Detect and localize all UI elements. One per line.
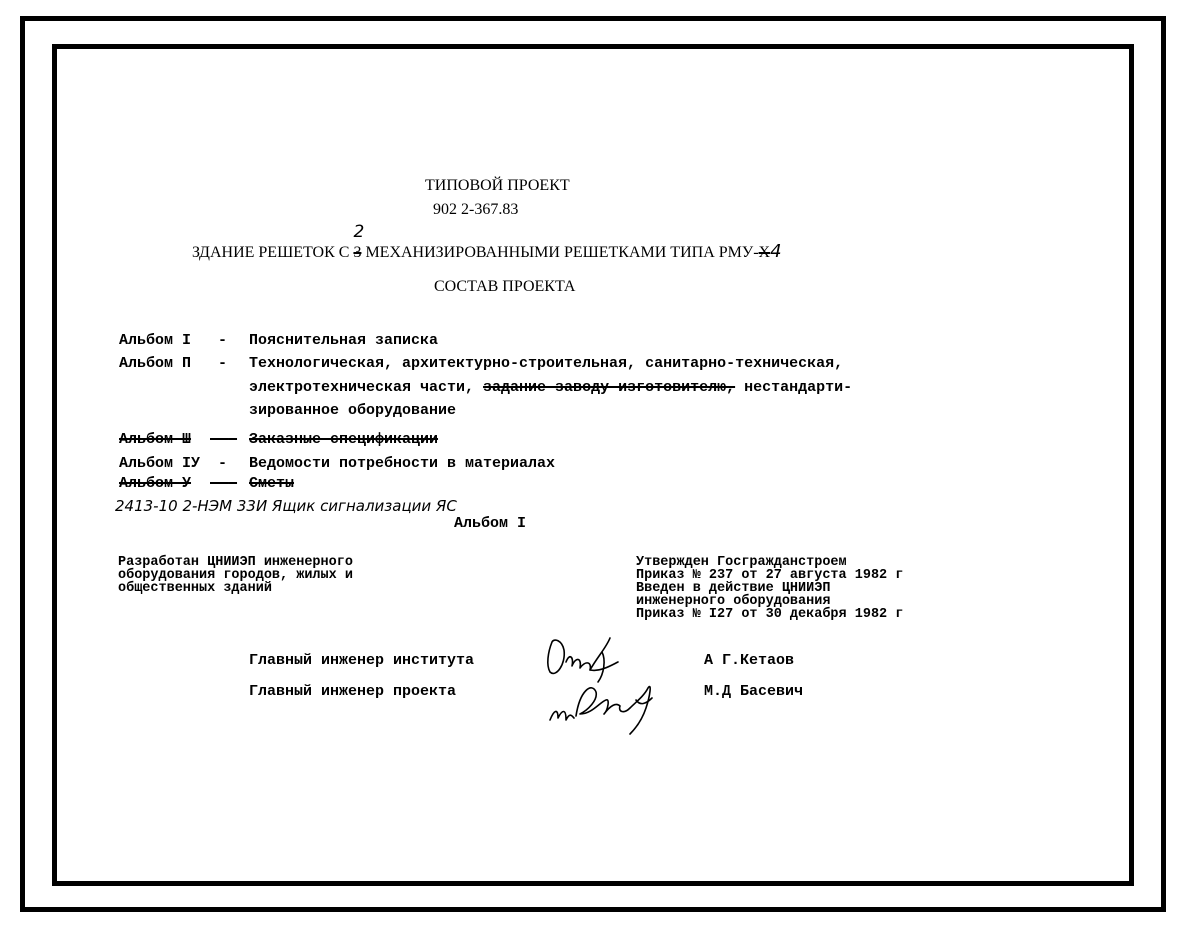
album-2-text-line1: Технологическая, архитектурно-строительная, санитарно-техническая, [249,355,844,372]
project-type: ТИПОВОЙ ПРОЕКТ [425,177,570,194]
album-5-name: Альбом У [119,475,192,492]
approval-line3: Введен в действие ЦНИИЭП [636,581,831,596]
title-digit-correction [353,222,365,262]
album-2-line2-struck: задание заводу-изготовителю, [483,379,736,396]
approval-line2: Приказ № 237 от 27 августа 1982 г [636,568,904,583]
signature-name-2: М.Д Басевич [704,683,804,700]
album-2-text-line2 [249,379,852,396]
album-5-text: Сметы [249,475,295,492]
album-1-name: Альбом I [119,332,192,349]
project-subtitle: СОСТАВ ПРОЕКТА [434,278,576,295]
title-handwritten-suffix: 4 [770,241,782,262]
title-prefix: ЗДАНИЕ РЕШЕТОК С [192,244,350,261]
album-2-line2-after: нестандарти- [735,379,853,396]
album-4-dash: - [218,455,228,472]
title-struck-suffix: X [758,244,771,261]
album-2-name: Альбом П [119,355,192,372]
album-1-dash: - [218,332,228,349]
album-reference: Альбом I [454,515,527,532]
handwritten-signatures [540,630,690,740]
inner-frame [52,44,1134,886]
title-handwritten-digit: 2 [353,222,365,242]
project-title [192,222,782,262]
approval-line4: инженерного оборудования [636,594,831,609]
approval-line1: Утвержден Госгражданстроем [636,555,847,570]
project-number: 902 2-367.83 [433,201,519,218]
signature-role-2: Главный инженер проекта [249,683,457,700]
album-4-name: Альбом IУ [119,455,201,472]
album-2-dash: - [218,355,228,372]
title-struck-digit: 3 [353,244,362,261]
album-4-text: Ведомости потребности в материалах [249,455,556,472]
album-2-line2-before: электротехническая части, [249,379,484,396]
handwritten-note: 2413-10 2-НЭМ 33И Ящик сигнализации ЯС [115,497,457,515]
signature-role-1: Главный инженер института [249,652,475,669]
album-5-dash: - [228,475,238,492]
album-3-dash: - [228,431,238,448]
album-3-text: Заказные спецификации [249,431,439,448]
album-2-text-line3: зированное оборудование [249,402,457,419]
album-1-text: Пояснительная записка [249,332,439,349]
developer-line1: Разработан ЦНИИЭП инженерного [118,555,353,570]
title-middle: МЕХАНИЗИРОВАННЫМИ РЕШЕТКАМИ ТИПА РМУ- [365,244,759,261]
developer-line3: общественных зданий [118,581,272,596]
signature-name-1: А Г.Кетаов [704,652,795,669]
developer-line2: оборудования городов, жилых и [118,568,353,583]
album-3-name: Альбом Ш [119,431,192,448]
approval-line5: Приказ № I27 от 30 декабря 1982 г [636,607,904,622]
